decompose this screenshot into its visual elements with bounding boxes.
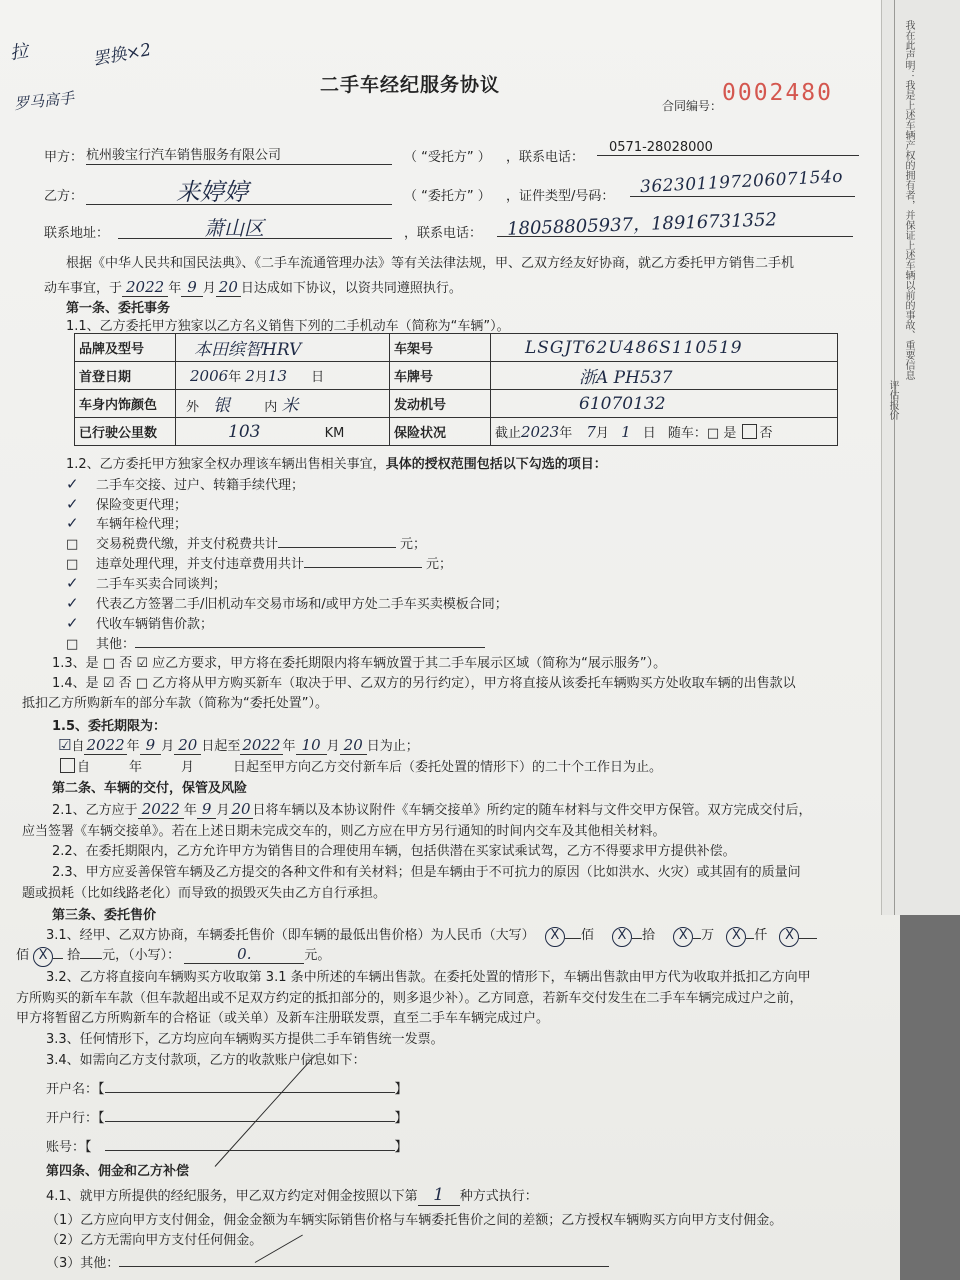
- vin-label: 车架号: [390, 334, 491, 362]
- art4-opt1: （1）乙方应向甲方支付佣金，佣金金额为车辆实际销售价格与车辆委托售价之间的差额；乙方授权车辆购买方向甲方支付佣金。: [46, 1213, 783, 1228]
- color-label: 车身内饰颜色: [75, 390, 176, 418]
- engine-label: 发动机号: [390, 390, 491, 418]
- color-cell: 外 银 内 米: [176, 390, 390, 418]
- art3-p31-b: 佰 X 拾 元，（小写）： 0. 元。: [16, 944, 330, 967]
- party-b-phone-line: [497, 209, 853, 240]
- account-bank-row[interactable]: 开户行：【 】: [46, 1111, 408, 1126]
- art1-heading: 第一条、委托事务: [66, 301, 171, 316]
- auth-item-8[interactable]: ✓ 代收车辆销售价款；: [66, 614, 214, 632]
- art3-p33: 3.3、任何情形下，乙方均应向车辆购买方提供二手车销售统一发票。: [46, 1032, 444, 1047]
- art4-heading: 第四条、佣金和乙方补偿: [46, 1164, 190, 1179]
- art3-p31-a: 3.1、经甲、乙双方协商，车辆委托售价（即车辆的最低出售价格）为人民币（大写） X 佰 X 拾 X 万 X 仟 X: [46, 924, 817, 947]
- insurance-label: 保险状况: [390, 418, 491, 446]
- art3-p32-c: 甲方将暂留乙方所购新车的合格证（或关单）及新车注册联发票，直至二手车车辆完成过户。: [16, 1011, 550, 1026]
- page-title: 二手车经纪服务协议: [320, 74, 501, 96]
- vin-cell: [491, 334, 838, 362]
- auth-item-6[interactable]: ✓ 二手车买卖合同谈判；: [66, 574, 227, 592]
- party-a-role: （ “受托方” ）: [404, 150, 491, 165]
- margin-note-1: 拉: [8, 40, 30, 65]
- insurance-cell: 截止2023年 7月 1 日 随车：□ 是 否: [491, 418, 838, 446]
- party-b-addr-label: 联系地址：: [44, 226, 110, 241]
- side-divider: [894, 0, 895, 915]
- brand-cell: [176, 334, 390, 362]
- brand-label: 品牌及型号: [75, 334, 176, 362]
- side-appraisal-label: 评估报价: [887, 380, 898, 420]
- party-b-addr: 萧山区: [204, 216, 264, 240]
- insurance-no-checkbox[interactable]: [742, 424, 757, 439]
- art3-p32-a: 3.2、乙方将直接向车辆购买方收取第 3.1 条中所述的车辆出售款。在委托处置的情形下，车辆出售款由甲方代为收取并抵扣乙方向甲: [46, 970, 811, 985]
- intro-line-2: 动车事宜，于 2022 年 9 月 20 日达成如下协议，以资共同遵照执行。: [44, 278, 462, 296]
- party-b-phone-label: ，联系电话：: [404, 226, 483, 241]
- intro-line-1: 根据《中华人民共和国民法典》、《二手车流通管理办法》等有关法律法规，甲、乙双方经友好协商，就乙方委托甲方销售二手机: [66, 256, 795, 271]
- art2-p21-a: 2.1、乙方应于 2022 年 9 月 20 日将车辆以及本协议附件《车辆交接单》所约定的随车材料与文件交甲方保管。双方完成交付后，: [52, 800, 812, 818]
- party-a-label: 甲方：: [44, 150, 84, 165]
- art2-p23-a: 2.3、甲方应妥善保管车辆及乙方提交的各种文件和有关材料；但是车辆由于不可抗力的原因（比如洪水、火灾）或其固有的质量问: [52, 865, 801, 880]
- art1-p15: 1.5、委托期限为：: [52, 719, 167, 734]
- mileage-cell: 103 KM: [176, 418, 390, 446]
- art3-p32-b: 方所购买的新车车款（但车款超出或不足双方约定的抵扣部分的，则多退少补）。乙方同意，若新车交付发生在二手车车辆完成过户之前，: [16, 991, 803, 1006]
- party-b-phone: 18058805937，18916731352: [506, 209, 778, 240]
- brand-value: 本田缤智HRV: [194, 340, 302, 360]
- side-declaration: 我在此声明：我是上述车辆产权的拥有者，并保证上述车辆以前的事故、重要信息: [903, 20, 914, 380]
- art3-heading: 第三条、委托售价: [52, 908, 157, 923]
- auth-item-3[interactable]: ✓ 车辆年检代理；: [66, 514, 188, 532]
- contract-no-value: 0002480: [722, 80, 833, 106]
- party-b-id-line: [630, 166, 855, 198]
- auth-item-7[interactable]: ✓ 代表乙方签署二手/旧机动车交易市场和/或甲方处二手车买卖模板合同；: [66, 594, 508, 612]
- party-a-phone-label: ，联系电话：: [506, 150, 585, 165]
- party-b-role: （ “委托方” ）: [404, 189, 491, 204]
- side-strip: [881, 0, 960, 915]
- party-b-name-line: [86, 168, 392, 205]
- account-name-row[interactable]: 开户名：【 】: [46, 1082, 408, 1097]
- art2-p22: 2.2、在委托期限内，乙方允许甲方为销售目的合理使用车辆，包括供潜在买家试乘试驾，乙方不得要求甲方提供补偿。: [52, 844, 736, 859]
- engine-cell: [491, 390, 838, 418]
- plate-value: 浙A PH537: [579, 368, 673, 388]
- intro-day: 20: [216, 278, 241, 297]
- auth-item-9[interactable]: □ 其他：: [66, 633, 485, 652]
- art1-p12: 1.2、乙方委托甲方独家全权办理该车辆出售相关事宜，具体的授权范围包括以下勾选的项目：: [66, 457, 607, 472]
- auth-item-4[interactable]: □ 交易税费代缴，并支付税费共计 元；: [66, 537, 427, 552]
- intro-month: 9: [181, 278, 203, 297]
- party-b-label: 乙方：: [44, 189, 84, 204]
- intro-year: 2022: [122, 278, 168, 297]
- party-b-name: 来婷婷: [176, 178, 248, 206]
- mileage-label: 已行驶公里数: [75, 418, 176, 446]
- party-b-id: 36230119720607154o: [639, 166, 844, 198]
- party-a-name: 杭州骏宝行汽车销售服务有限公司: [86, 144, 392, 165]
- art4-opt2: （2）乙方无需向甲方支付任何佣金。: [46, 1233, 263, 1248]
- plate-label: 车牌号: [390, 362, 491, 390]
- term-option-b[interactable]: 自 年 月 日起至甲方向乙方交付新车后（委托处置的情形下）的二十个工作日为止。: [58, 756, 662, 775]
- art4-opt3[interactable]: （3）其他：: [46, 1252, 609, 1271]
- art3-p34: 3.4、如需向乙方支付款项，乙方的收款账户信息如下：: [46, 1053, 366, 1068]
- party-b-id-label: ，证件类型/号码：: [506, 189, 615, 204]
- art1-p14-a: 1.4、是 ☑ 否 □ 乙方将从甲方购买新车（取决于甲、乙双方的另行约定），甲方将直接从该委托车辆购买方处收取车辆的出售款以: [52, 676, 796, 691]
- art1-p13: 1.3、是 □ 否 ☑ 应乙方要求，甲方将在委托期限内将车辆放置于其二手车展示区域（简称为“展示服务”）。: [52, 656, 667, 671]
- vin-value: LSGJT62U486S110519: [525, 337, 743, 358]
- account-number-row[interactable]: 账号：【 】: [46, 1140, 408, 1155]
- engine-value: 61070132: [579, 393, 666, 414]
- background-table: [900, 915, 960, 1280]
- art2-p23-b: 题或损耗（比如线路老化）而导致的损毁灭失由乙方自行承担。: [22, 886, 387, 901]
- auth-item-5[interactable]: □ 违章处理代理，并支付违章费用共计 元；: [66, 557, 453, 572]
- art1-p11: 1.1、乙方委托甲方独家以乙方名义销售下列的二手机动车（简称为“车辆”）。: [66, 319, 510, 334]
- auth-item-2[interactable]: ✓ 保险变更代理；: [66, 495, 188, 513]
- party-a-phone: 0571-28028000: [597, 140, 859, 156]
- art1-p14-b: 抵扣乙方所购新车的部分车款（简称为“委托处置”）。: [22, 696, 328, 711]
- vehicle-info-table: [74, 333, 838, 446]
- plate-cell: [491, 362, 838, 390]
- art2-p21-c: 应当签署《车辆交接单》。若在上述日期未完成交车的，则乙方应在甲方另行通知的时间内交车及其他相关材料。: [22, 824, 666, 839]
- auth-item-1[interactable]: ✓ 二手车交接、过户、转籍手续代理；: [66, 475, 305, 493]
- party-b-addr-line: [118, 210, 392, 239]
- term-option-a[interactable]: ☑自 2022 年 9 月 20 日起至 2022 年 10 月 20 日为止；: [58, 736, 419, 754]
- reg-date-cell: 2006年 2月13 日: [176, 362, 390, 390]
- contract-no-label: 合同编号：: [662, 99, 723, 113]
- art4-p41: 4.1、就甲方所提供的经纪服务，甲乙双方约定对佣金按照以下第 1 种方式执行：: [46, 1185, 538, 1205]
- margin-note-2: 罢换×2: [91, 39, 153, 70]
- reg-date-label: 首登日期: [75, 362, 176, 390]
- margin-note-3: 罗马高手: [13, 88, 75, 114]
- art2-heading: 第二条、车辆的交付，保管及风险: [52, 781, 248, 796]
